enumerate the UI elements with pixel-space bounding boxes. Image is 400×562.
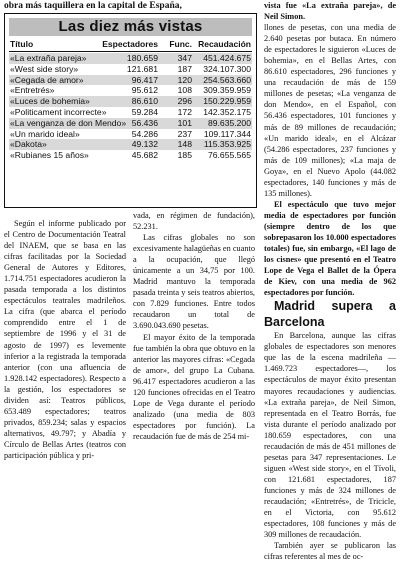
paragraph: Las cifras globales no son excesivamente halagüeñas en cuanto a la ocupación, que llegó únicamente a un 34,75 por 100. Madrid mantuvo la temporada pasada treinta y seis teatros abiertos, con 7.829 funciones. Entre todos recaudaron un total de 3.690.043.690 pesetas. — [133, 233, 255, 331]
header-title: Título — [10, 39, 34, 49]
cell-spectators: 180.659 — [126, 53, 158, 63]
cell-title: «Politicament incorrecte» — [10, 106, 107, 117]
cell-functions: 148 — [177, 139, 192, 150]
top-ten-table — [4, 13, 257, 208]
cell-spectators: 86.610 — [131, 96, 158, 107]
column-top-line: vista fue «La extraña pareja», de Neil Simon. — [264, 1, 396, 22]
cell-spectators: 54.286 — [131, 128, 158, 139]
article-column-left — [4, 218, 126, 461]
paragraph: llones de pesetas, con una media de 2.640 pesetas por butaca. En número de espectadores le siguieron «Luces de bohemia», en el Bellas Artes, con 86.610 espectadores, 296 funciones y una recaudación de más de 159 millones de pesetas; «La venganza de don Mendo», en el Español, con 56.436 espectadores, 101 funciones y más de 89 millones de recaudación; «Un marido ideal», en el Alcázar (54.286 espectadores, 237 funciones y más de 109 millones); «La maja de Goya», en el Nuevo Apolo (44.082 espectadores, 140 funciones y más de 135 millones). — [264, 23, 396, 198]
cell-spectators: 121.681 — [126, 63, 158, 74]
paragraph: En Barcelona, aunque las cifras globales de espectadores son menores que las de la escena madrileña —1.469.723 espectadores—, los espectáculos de mayor éxito presentan mayores recaudaciones y audiencias. «La extraña pareja», de Neil Simon, representada en el Teatro Borrás, fue vista durante el período analizado por 180.659 espectadores, con una recaudación de más de 451 millones de pesetas para 347 representaciones. Le siguen «West side story», en el Tívoli, con 121.681 espectadores, 187 funciones y más de 324 millones de recaudación; «Entretrés», de Tricicle, en el Victoria, con 95.612 espectadores, 108 funciones y más de 309 millones de recaudación. — [264, 331, 396, 540]
table-row — [9, 118, 252, 129]
table-header — [9, 38, 252, 52]
article-column-right — [264, 0, 396, 562]
cell-spectators: 59.284 — [131, 106, 158, 117]
cell-title: «Cegada de amor» — [10, 74, 84, 85]
cell-functions: 120 — [177, 74, 192, 85]
cell-revenue: 254.563.660 — [203, 74, 251, 85]
cell-revenue: 142.352.175 — [203, 106, 251, 117]
table-row — [9, 107, 252, 118]
paragraph: El espectáculo que tuvo mejor media de espectadores por función (siempre dentro de los que sobrepasaron los 10.000 espectadores totales) fue, sin embargo, «El lago de los cisnes» que presentó en el Teatro Lope de Vega el Ballet de la Ópera de Kiev, con una media de 962 espectadores por función. — [264, 199, 396, 298]
cell-revenue: 309.359.959 — [203, 85, 251, 96]
table-row — [9, 64, 252, 75]
paragraph: También ayer se publicaron las cifras referentes al mes de oc- — [264, 541, 396, 562]
table-row — [9, 150, 252, 161]
cell-functions: 172 — [177, 106, 192, 117]
cell-spectators: 56.436 — [131, 117, 158, 128]
cell-title: «Un marido ideal» — [10, 128, 80, 139]
header-spectators: Espectadores — [102, 39, 158, 49]
cell-title: «La extraña pareja» — [10, 53, 87, 63]
table-row — [9, 53, 252, 64]
cell-functions: 187 — [177, 63, 192, 74]
cell-revenue: 89.635.200 — [207, 117, 251, 128]
table-rows — [9, 53, 252, 161]
cell-functions: 296 — [177, 96, 192, 107]
cell-revenue: 76.655.565 — [207, 150, 251, 161]
cell-functions: 185 — [177, 150, 192, 161]
article-column-middle — [133, 210, 255, 442]
header-functions: Func. — [169, 39, 192, 49]
cell-title: «Dakota» — [10, 139, 47, 150]
cell-revenue: 115.353.925 — [203, 139, 251, 150]
table-row — [9, 96, 252, 107]
cell-title: «Rubianes 15 años» — [10, 150, 89, 161]
cell-title: «Entretrés» — [10, 85, 55, 96]
cell-spectators: 45.682 — [131, 150, 158, 161]
header-revenue: Recaudación — [198, 39, 251, 49]
cell-functions: 108 — [177, 85, 192, 96]
paragraph: vada, en régimen de fundación), 52.231. — [133, 211, 255, 232]
cell-functions: 237 — [177, 128, 192, 139]
cell-functions: 101 — [177, 117, 192, 128]
cell-spectators: 96.417 — [131, 74, 158, 85]
table-row — [9, 139, 252, 150]
intro-line: obra más taquillera en la capital de España, — [4, 1, 182, 11]
cell-title: «La venganza de don Mendo» — [10, 117, 127, 128]
table-title: Las diez más vistas — [9, 18, 252, 36]
table-row — [9, 129, 252, 140]
cell-revenue: 451.424.675 — [203, 53, 251, 63]
cell-revenue: 109.117.344 — [203, 128, 251, 139]
paragraph: Según el informe publicado por el Centro de Documentación Teatral del INAEM, que se basa en las cifras facilitadas por la Sociedad General de Autores y Editores, 1.714.751 espectadores acudieron la pasada temporada a los distintos espectáculos teatrales madrileños. La cifra (que abarca el período comprendido entre el 1 de septiembre de 1996 y el 31 de agosto de 1997) es levemente inferior a la registrada la temporada anterior (con una afluencia de 1.928.142 espectadores). Respecto a la gestión, los espectadores se dividen así: Teatros públicos, 653.489 espectadores; teatros privados, 859.234; salas y espacios alternativos, 49.797; y Abadía y Círculo de Bellas Artes (teatros con participación pública y pri- — [4, 219, 126, 460]
cell-title: «Luces de bohemia» — [10, 96, 90, 107]
cell-revenue: 150.229.959 — [203, 96, 251, 107]
cell-functions: 347 — [177, 53, 192, 63]
paragraph: El mayor éxito de la temporada fue también la obra que obtuvo en la anterior las mayores cifras: «Cegada de amor», del grupo La Cubana. 96.417 espectadores acudieron a las 120 funciones ofrecidas en el Teatro Lope de Vega durante el período analizado (una media de 803 espectadores por función). La recaudación fue de más de 254 mi- — [133, 332, 255, 441]
table-row — [9, 85, 252, 96]
cell-spectators: 49.132 — [131, 139, 158, 150]
section-headline: Madrid supera a Barcelona — [264, 299, 396, 330]
table-row — [9, 75, 252, 86]
cell-revenue: 324.107.300 — [203, 63, 251, 74]
cell-spectators: 95.612 — [131, 85, 158, 96]
cell-title: «West side story» — [10, 63, 79, 74]
